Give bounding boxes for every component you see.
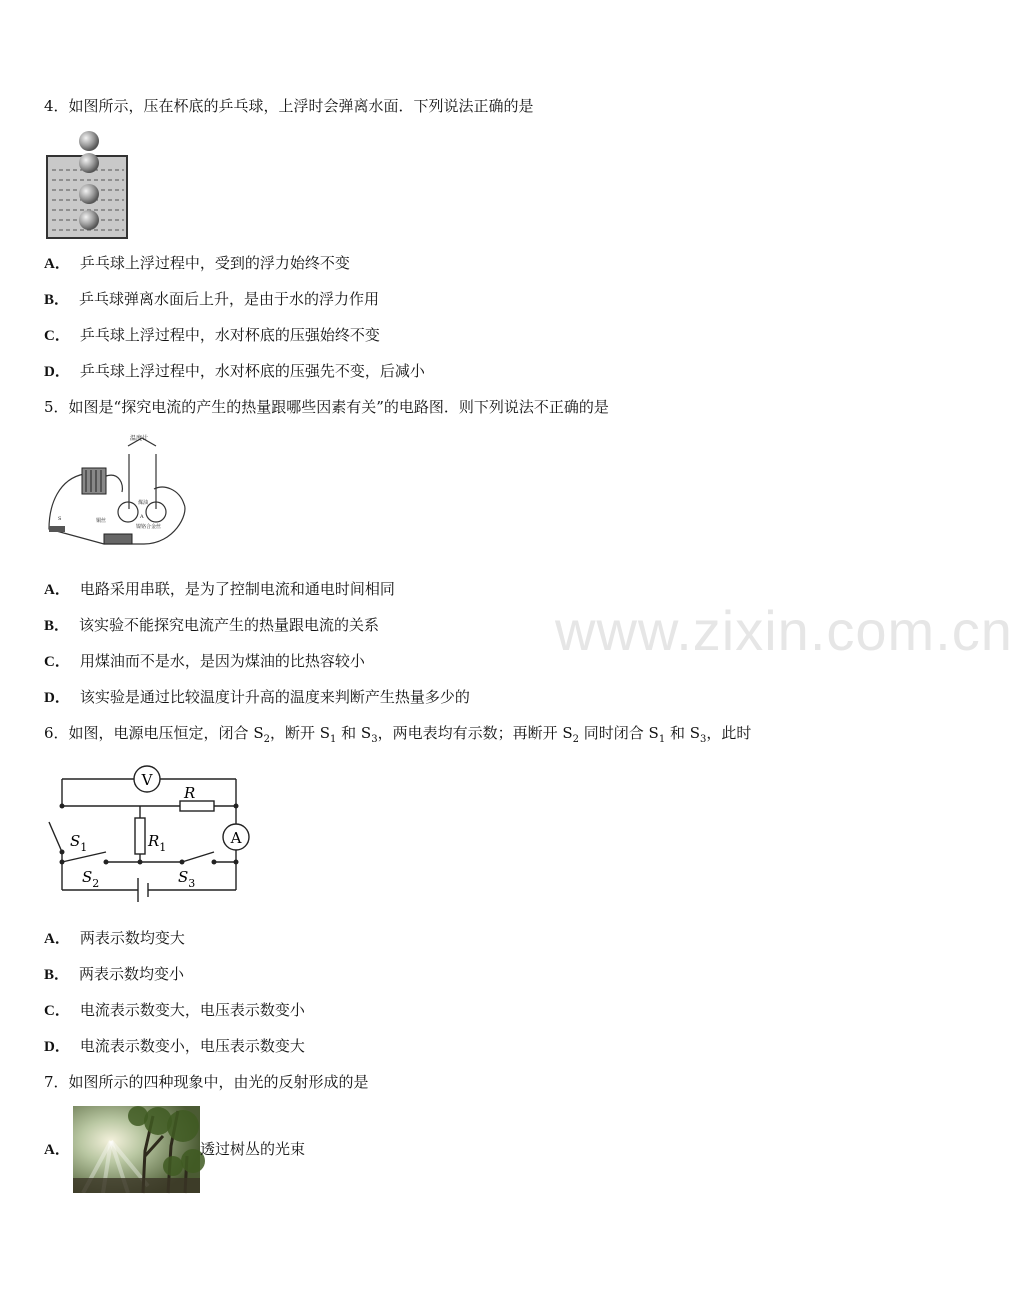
watermark: www.zixin.com.cn	[555, 599, 1013, 662]
option-letter: C．	[44, 1003, 70, 1019]
q6-option-c[interactable]	[44, 1000, 305, 1021]
kerosene-label: 煤油	[138, 500, 149, 506]
forest-light-photo	[73, 1106, 200, 1193]
switch-s3-label: $S_3$	[178, 868, 196, 890]
q5-option-a[interactable]	[44, 579, 395, 600]
option-text: 乒乓球上浮过程中，受到的浮力始终不变	[79, 254, 350, 272]
voltmeter-label: V	[141, 771, 153, 789]
option-text: 乒乓球上浮过程中，水对杯底的压强先不变，后减小	[79, 362, 425, 380]
option-letter: A．	[44, 256, 70, 272]
option-text: 电路采用串联，是为了控制电流和通电时间相同	[79, 580, 395, 598]
circuit-figure	[44, 764, 264, 910]
option-letter: A．	[44, 931, 70, 947]
option-text: 电流表示数变小，电压表示数变大	[79, 1037, 305, 1055]
copper-label: 铜丝	[96, 518, 107, 524]
option-letter: D．	[44, 1039, 70, 1055]
ammeter-label: A	[230, 829, 242, 847]
rheostat	[104, 534, 132, 544]
q7-option-a-caption: 透过树丛的光束	[200, 1140, 306, 1158]
option-letter: B．	[44, 618, 70, 634]
q6-option-a[interactable]	[44, 928, 185, 949]
q4-option-b[interactable]	[44, 289, 379, 310]
question-4-stem: 4．如图所示，压在杯底的乒乓球，上浮时会弹离水面．下列说法正确的是	[44, 97, 534, 115]
heating-circuit-figure	[44, 434, 194, 554]
option-letter: D．	[44, 364, 70, 380]
q4-option-d[interactable]	[44, 361, 425, 382]
switch-label: S	[58, 516, 62, 522]
option-text: 乒乓球弹离水面后上升，是由于水的浮力作用	[79, 290, 380, 308]
q5-option-b[interactable]	[44, 615, 379, 636]
question-5-stem: 5．如图是“探究电流的产生的热量跟哪些因素有关”的电路图．则下列说法不正确的是	[44, 398, 609, 416]
beaker-figure	[44, 126, 132, 242]
option-letter: B．	[44, 967, 70, 983]
q5-option-c[interactable]	[44, 651, 365, 672]
option-letter: D．	[44, 690, 70, 706]
nichrome-label: 镍铬合金丝	[136, 524, 162, 530]
resistor-r1	[135, 818, 145, 854]
option-text: 用煤油而不是水，是因为煤油的比热容较小	[79, 652, 365, 670]
ping-pong-ball-2	[79, 153, 99, 173]
q5-option-d[interactable]	[44, 687, 470, 708]
question-7-stem: 7．如图所示的四种现象中，由光的反射形成的是	[44, 1073, 369, 1091]
q6-option-d[interactable]	[44, 1036, 305, 1057]
option-letter: B．	[44, 292, 70, 308]
resistor-r1-label: $R_1$	[148, 832, 167, 854]
resistor-r	[180, 801, 214, 811]
question-6-stem: 6．如图，电源电压恒定，闭合 $S_2$，断开 $S_1$ 和 $S_3$，两电表均有示数；再断开 $S_2$ 同时闭合 $S_1$ 和 $S_3$，此时	[44, 724, 752, 745]
wire-a-label: A	[140, 514, 144, 520]
option-text: 电流表示数变大，电压表示数变小	[79, 1001, 305, 1019]
option-text: 两表示数均变大	[79, 929, 185, 947]
thermometer-label: 温度计	[130, 435, 149, 442]
option-letter: A．	[44, 1142, 70, 1158]
ping-pong-ball-3	[79, 184, 99, 204]
switch-s1-label: $S_1$	[70, 832, 88, 854]
q4-option-c[interactable]	[44, 325, 380, 346]
option-letter: A．	[44, 582, 70, 598]
switch-s2-label: $S_2$	[82, 868, 100, 890]
q4-option-a[interactable]	[44, 253, 350, 274]
option-letter: C．	[44, 328, 70, 344]
option-text: 该实验不能探究电流产生的热量跟电流的关系	[79, 616, 380, 634]
q6-option-b[interactable]	[44, 964, 184, 985]
option-text: 该实验是通过比较温度计升高的温度来判断产生热量多少的	[79, 688, 470, 706]
option-text: 乒乓球上浮过程中，水对杯底的压强始终不变	[79, 326, 380, 344]
ping-pong-ball-1	[79, 131, 99, 151]
resistor-r-label: R	[184, 784, 196, 802]
option-text: 两表示数均变小	[79, 965, 185, 983]
ping-pong-ball-4	[79, 210, 99, 230]
option-letter: C．	[44, 654, 70, 670]
switch	[49, 526, 65, 532]
